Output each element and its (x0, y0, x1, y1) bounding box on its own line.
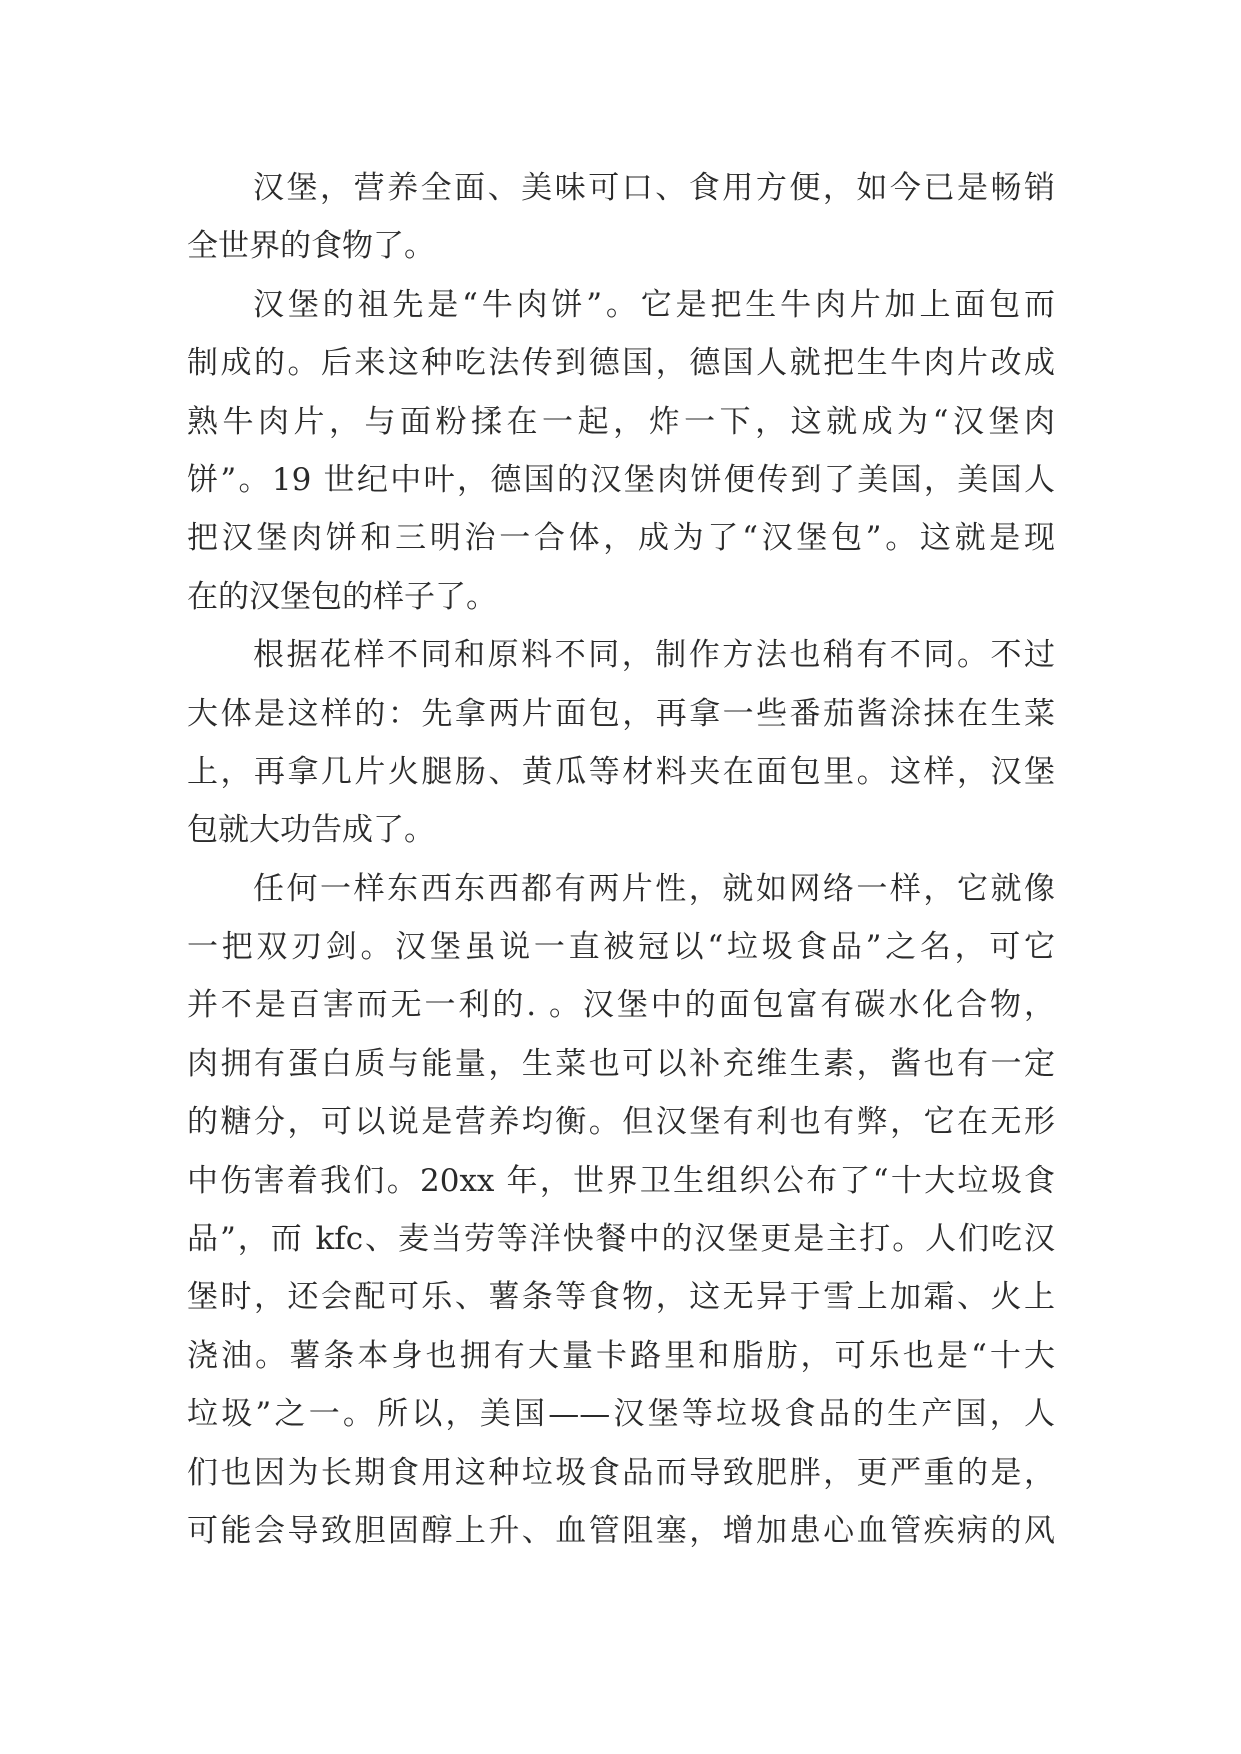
text-line: 们也因为长期食用这种垃圾食品而导致肥胖，更严重的是， (187, 1454, 1055, 1491)
text-line: 熟牛肉片，与面粉揉在一起，炸一下，这就成为“汉堡肉 (187, 403, 1055, 440)
text-line: 的糖分，可以说是营养均衡。但汉堡有利也有弊，它在无形 (187, 1104, 1055, 1141)
text-line: 上，再拿几片火腿肠、黄瓜等材料夹在面包里。这样，汉堡 (187, 753, 1055, 790)
text-line: 任何一样东西东西都有两片性，就如网络一样，它就像 (253, 870, 1055, 907)
text-line: 并不是百害而无一利的. 。汉堡中的面包富有碳水化合物， (187, 987, 1055, 1024)
text-line: 制成的。后来这种吃法传到德国，德国人就把生牛肉片改成 (187, 345, 1055, 382)
text-line: 在的汉堡包的样子了。 (187, 578, 497, 615)
text-line: 大体是这样的：先拿两片面包，再拿一些番茄酱涂抹在生菜 (187, 695, 1055, 732)
text-line: 一把双刃剑。汉堡虽说一直被冠以“垃圾食品”之名，可它 (187, 929, 1055, 966)
text-line: 全世界的食物了。 (187, 228, 435, 265)
text-line: 浇油。薯条本身也拥有大量卡路里和脂肪，可乐也是“十大 (187, 1337, 1055, 1374)
text-line: 垃圾”之一。所以，美国——汉堡等垃圾食品的生产国，人 (187, 1396, 1055, 1433)
text-line: 汉堡，营养全面、美味可口、食用方便，如今已是畅销 (253, 170, 1055, 206)
article-body (187, 159, 1055, 1560)
text-line: 中伤害着我们。20xx 年，世界卫生组织公布了“十大垃圾食 (187, 1162, 1055, 1199)
text-line: 汉堡的祖先是“牛肉饼”。它是把生牛肉片加上面包而 (253, 286, 1055, 323)
text-line: 品”，而 kfc、麦当劳等洋快餐中的汉堡更是主打。人们吃汉 (187, 1221, 1055, 1258)
text-line: 肉拥有蛋白质与能量，生菜也可以补充维生素，酱也有一定 (187, 1045, 1055, 1082)
text-line: 把汉堡肉饼和三明治一合体，成为了“汉堡包”。这就是现 (187, 520, 1055, 557)
text-line: 包就大功告成了。 (187, 812, 435, 849)
text-line: 堡时，还会配可乐、薯条等食物，这无异于雪上加霜、火上 (187, 1279, 1055, 1316)
text-line: 饼”。19 世纪中叶，德国的汉堡肉饼便传到了美国，美国人 (187, 461, 1055, 498)
text-line: 根据花样不同和原料不同，制作方法也稍有不同。不过 (253, 637, 1055, 674)
text-line: 可能会导致胆固醇上升、血管阻塞，增加患心血管疾病的风 (187, 1512, 1055, 1549)
